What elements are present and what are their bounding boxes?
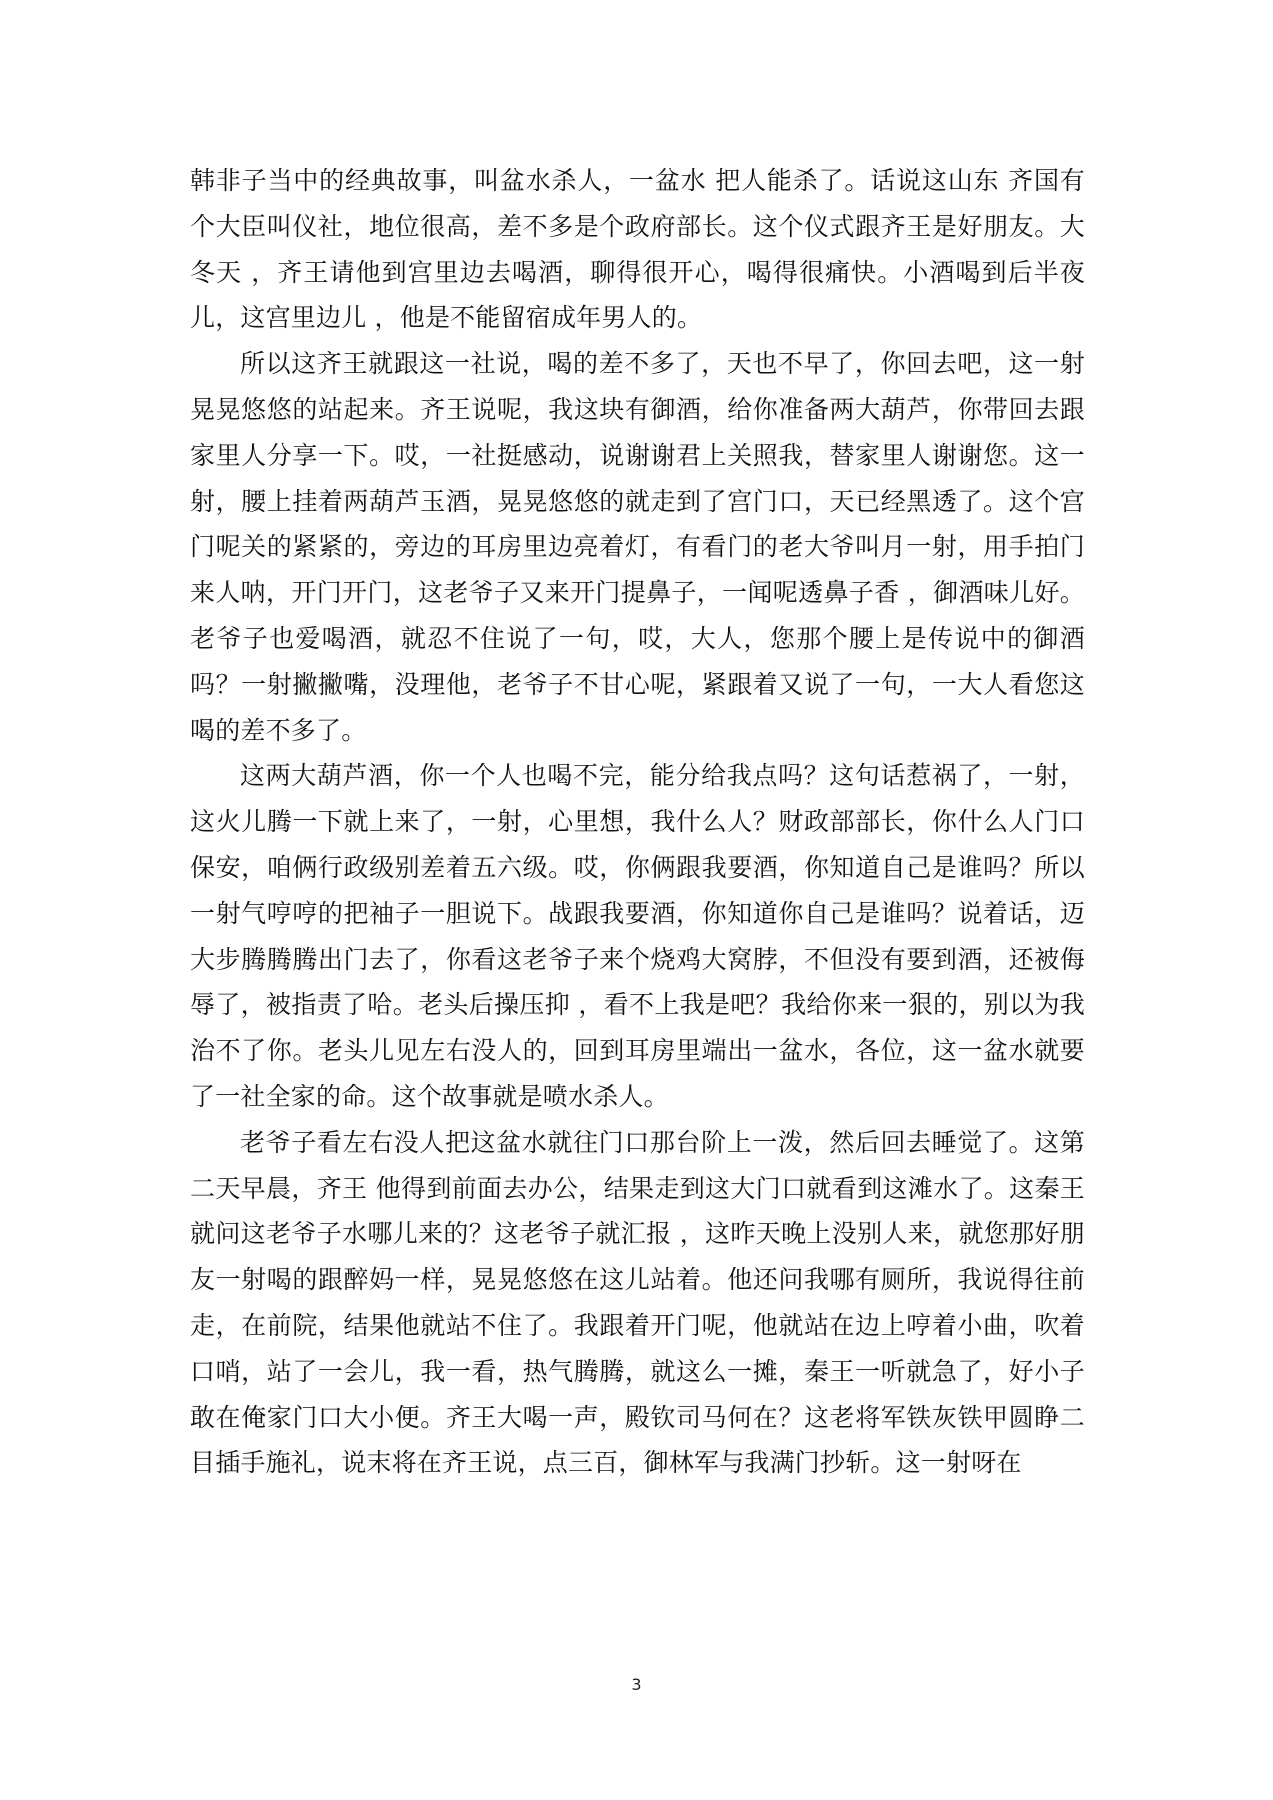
page-number: 3 (631, 1675, 642, 1694)
paragraph-2: 所以这齐王就跟这一社说，喝的差不多了，天也不早了，你回去吧，这一射晃晃悠悠的站起来。齐王说呢，我这块有御酒，给你准备两大葫芦，你带回去跟家里人分享一下。哎，一社挺感动，说谢谢君上关照我，替家里人谢谢您。这一射，腰上挂着两葫芦玉酒，晃晃悠悠的就走到了宫门口，天已经黑透了。这个宫门呢关的紧紧的，旁边的耳房里边亮着灯，有看门的老大爷叫月一射，用手拍门来人呐，开门开门，这老爷子又来开门提鼻子，一闻呢透鼻子香 ，御酒味儿好。老爷子也爱喝酒，就忍不住说了一句，哎，大人，您那个腰上是传说中的御酒吗？一射撇撇嘴，没理他，老爷子不甘心呢，紧跟着又说了一句，一大人看您这喝的差不多了。 (190, 349, 1085, 745)
body-text (190, 158, 1085, 1486)
paragraph-3: 这两大葫芦酒，你一个人也喝不完，能分给我点吗？这句话惹祸了，一射，这火儿腾一下就上来了，一射，心里想，我什么人？财政部部长，你什么人门口保安，咱俩行政级别差着五六级。哎，你俩跟我要酒，你知道自己是谁吗？所以一射气哼哼的把袖子一胆说下。战跟我要酒，你知道你自己是谁吗？说着话，迈大步腾腾腾出门去了，你看这老爷子来个烧鸡大窝脖，不但没有要到酒，还被侮辱了，被指责了哈。老头后操压抑 ，看不上我是吧？我给你来一狠的，别以为我治不了你。老头儿见左右没人的，回到耳房里端出一盆水，各位，这一盆水就要了一社全家的命。这个故事就是喷水杀人。 (190, 761, 1085, 1111)
paragraph-4: 老爷子看左右没人把这盆水就往门口那台阶上一泼，然后回去睡觉了。这第二天早晨，齐王 他得到前面去办公，结果走到这大门口就看到这滩水了。这秦王就问这老爷子水哪儿来的？这老爷子就汇报 ，这昨天晚上没别人来，就您那好朋友一射喝的跟醉妈一样，晃晃悠悠在这儿站着。他还问我哪有厕所，我说得往前走，在前院，结果他就站不住了。我跟着开门呢，他就站在边上哼着小曲，吹着口哨，站了一会儿，我一看，热气腾腾，就这么一摊，秦王一听就急了，好小子敢在俺家门口大小便。齐王大喝一声，殿钦司马何在？这老将军铁灰铁甲圆睁二目插手施礼，说末将在齐王说，点三百，御林军与我满门抄斩。这一射呀在 (190, 1127, 1085, 1478)
paragraph-1: 韩非子当中的经典故事，叫盆水杀人，一盆水 把人能杀了。话说这山东 齐国有个大臣叫仪社，地位很高，差不多是个政府部长。这个仪式跟齐王是好朋友。大冬天 ，齐王请他到宫里边去喝酒，聊得很开心，喝得很痛快。小酒喝到后半夜儿，这宫里边儿 ，他是不能留宿成年男人的。 (190, 166, 1085, 333)
